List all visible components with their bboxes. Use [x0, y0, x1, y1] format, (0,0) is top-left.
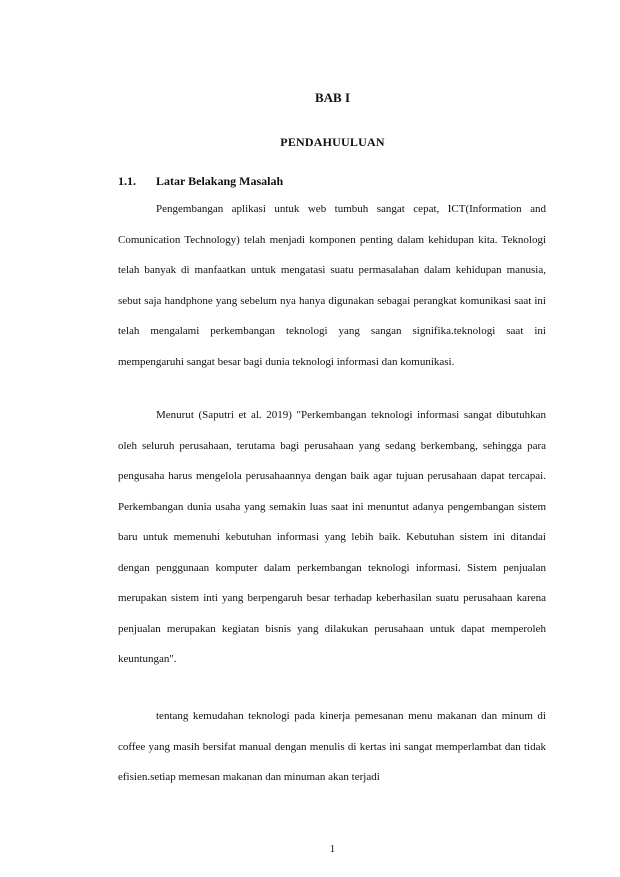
paragraph-3	[118, 701, 546, 793]
section-heading	[118, 174, 283, 189]
section-number: 1.1.	[118, 174, 136, 188]
page-number: 1	[329, 843, 336, 855]
paragraph-1	[118, 194, 546, 377]
paragraph-2	[118, 400, 546, 675]
paragraph-1-text: Pengembangan aplikasi untuk web tumbuh sangat cepat, ICT(Information and Comunication Technology) telah menjadi komponen penting dalam kehidupan kita. Teknologi telah banyak di manfaatkan untuk mengatasi suatu permasalahan dalam kehidupan manusia, sebut saja handphone yang sebelum nya hanya digunakan sebagai perangkat komunikasi saat ini telah mengalami perkembangan teknologi yang sangan signifika.teknologi saat ini mempengaruhi sangat besar bagi dunia teknologi informasi dan komunikasi.	[118, 203, 546, 368]
section-title: Latar Belakang Masalah	[156, 174, 284, 188]
chapter-heading: BAB I	[314, 90, 351, 105]
chapter-title: PENDAHUULUAN	[280, 135, 385, 149]
paragraph-2-text: Menurut (Saputri et al. 2019) "Perkembangan teknologi informasi sangat dibutuhkan oleh seluruh perusahaan, terutama bagi perusahaan yang sedang berkembang, sehingga para pengusaha harus mengelola perusahaannya dengan baik agar tujuan perusahaan dapat tercapai. Perkembangan dunia usaha yang semakin luas saat ini menuntut adanya pengembangan sistem baru untuk memenuhi kebutuhan informasi yang lebih baik. Kebutuhan sistem ini ditandai dengan penggunaan komputer dalam perkembangan teknologi informasi. Sistem penjualan merupakan sistem inti yang berpengaruh besar terhadap keberhasilan suatu perusahaan karena penjualan merupakan kegiatan bisnis yang dilakukan perusahaan untuk dapat memperoleh keuntungan".	[118, 409, 546, 665]
paragraph-3-text: tentang kemudahan teknologi pada kinerja pemesanan menu makanan dan minum di coffee yang masih bersifat manual dengan menulis di kertas ini sangat memperlambat dan tidak efisien.setiap memesan makanan dan minuman akan terjadi	[118, 710, 546, 783]
